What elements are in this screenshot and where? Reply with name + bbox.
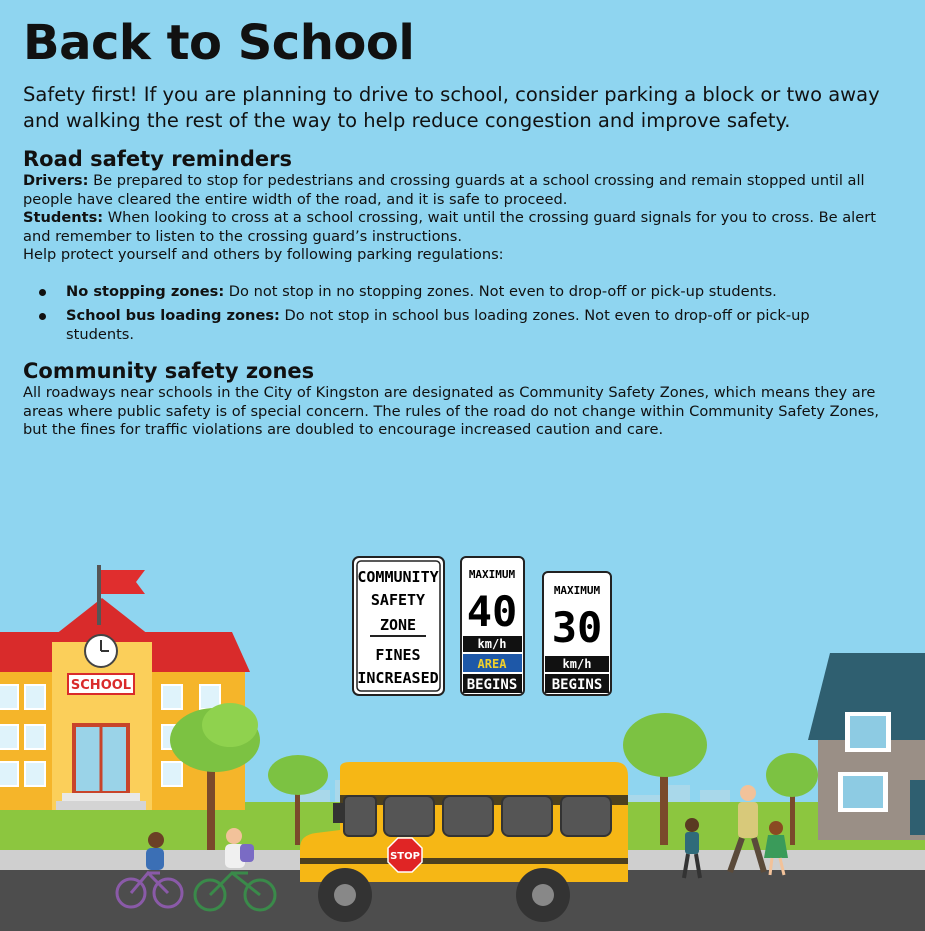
community-safety-zone-sign <box>353 557 444 695</box>
bullet-label: School bus loading zones: <box>66 307 280 324</box>
max-30-begins-sign <box>543 572 611 695</box>
school-sign-text: SCHOOL <box>70 678 132 693</box>
community-heading: Community safety zones <box>23 359 315 383</box>
bullet-icon <box>39 313 46 320</box>
area-plate: AREA <box>477 657 507 671</box>
sign-line: COMMUNITY <box>357 568 439 586</box>
page-title: Back to School <box>23 15 415 71</box>
list-item <box>23 307 826 344</box>
drivers-label: Drivers: <box>23 172 89 189</box>
stop-sign-text: STOP <box>390 851 420 862</box>
sign-line: INCREASED <box>357 669 439 687</box>
sign-label: MAXIMUM <box>553 584 601 597</box>
house <box>808 653 925 840</box>
bullet-text: Do not stop in no stopping zones. Not even to drop-off or pick-up students. <box>224 282 777 300</box>
speed-value: 40 <box>466 587 518 636</box>
sign-line: ZONE <box>379 616 417 634</box>
article <box>23 14 903 440</box>
speed-value: 30 <box>551 603 603 652</box>
max-40-area-begins-sign <box>461 557 524 695</box>
community-paragraph: All roadways near schools in the City of Kingston are designated as Community Safety Zones, which means they are areas where public safety is of special concern. The rules of the road do not change within Community Safety Zones, but the fines for traffic violations are doubled to encourage increased caution and care. <box>23 384 879 438</box>
speed-unit: km/h <box>562 657 592 671</box>
sign-label: MAXIMUM <box>468 568 516 581</box>
parking-intro: Help protect yourself and others by following parking regulations: <box>23 246 504 263</box>
road-safety-heading: Road safety reminders <box>23 147 292 171</box>
sign-line: FINES <box>375 646 421 664</box>
begins-plate: BEGINS <box>551 677 603 693</box>
flag <box>101 570 145 594</box>
speed-unit: km/h <box>477 637 507 651</box>
school-scene-illustration <box>0 540 925 931</box>
parking-rules-list <box>23 283 903 345</box>
child-figure <box>146 832 164 870</box>
drivers-text: Be prepared to stop for pedestrians and crossing guards at a school crossing and remain stopped until all people have cleared the entire width of the road, and it is safe to proceed. <box>23 172 865 208</box>
begins-plate: BEGINS <box>466 677 518 693</box>
students-text: When looking to cross at a school crossing, wait until the crossing guard signals for you to cross. Be alert and remember to listen to the crossing guard’s instructions. <box>23 209 876 245</box>
drivers-paragraph <box>23 172 903 209</box>
students-paragraph <box>23 209 903 246</box>
bullet-text: Do not stop in school bus loading zones. Not even to drop-off or pick-up students. <box>66 307 810 343</box>
intro-paragraph: Safety first! If you are planning to drive to school, consider parking a block or two away and walking the rest of the way to help reduce congestion and improve safety. <box>23 83 880 132</box>
students-label: Students: <box>23 209 104 226</box>
sign-line: SAFETY <box>370 591 426 609</box>
list-item <box>23 283 826 302</box>
bullet-label: No stopping zones: <box>66 282 225 300</box>
bullet-icon <box>39 289 46 296</box>
